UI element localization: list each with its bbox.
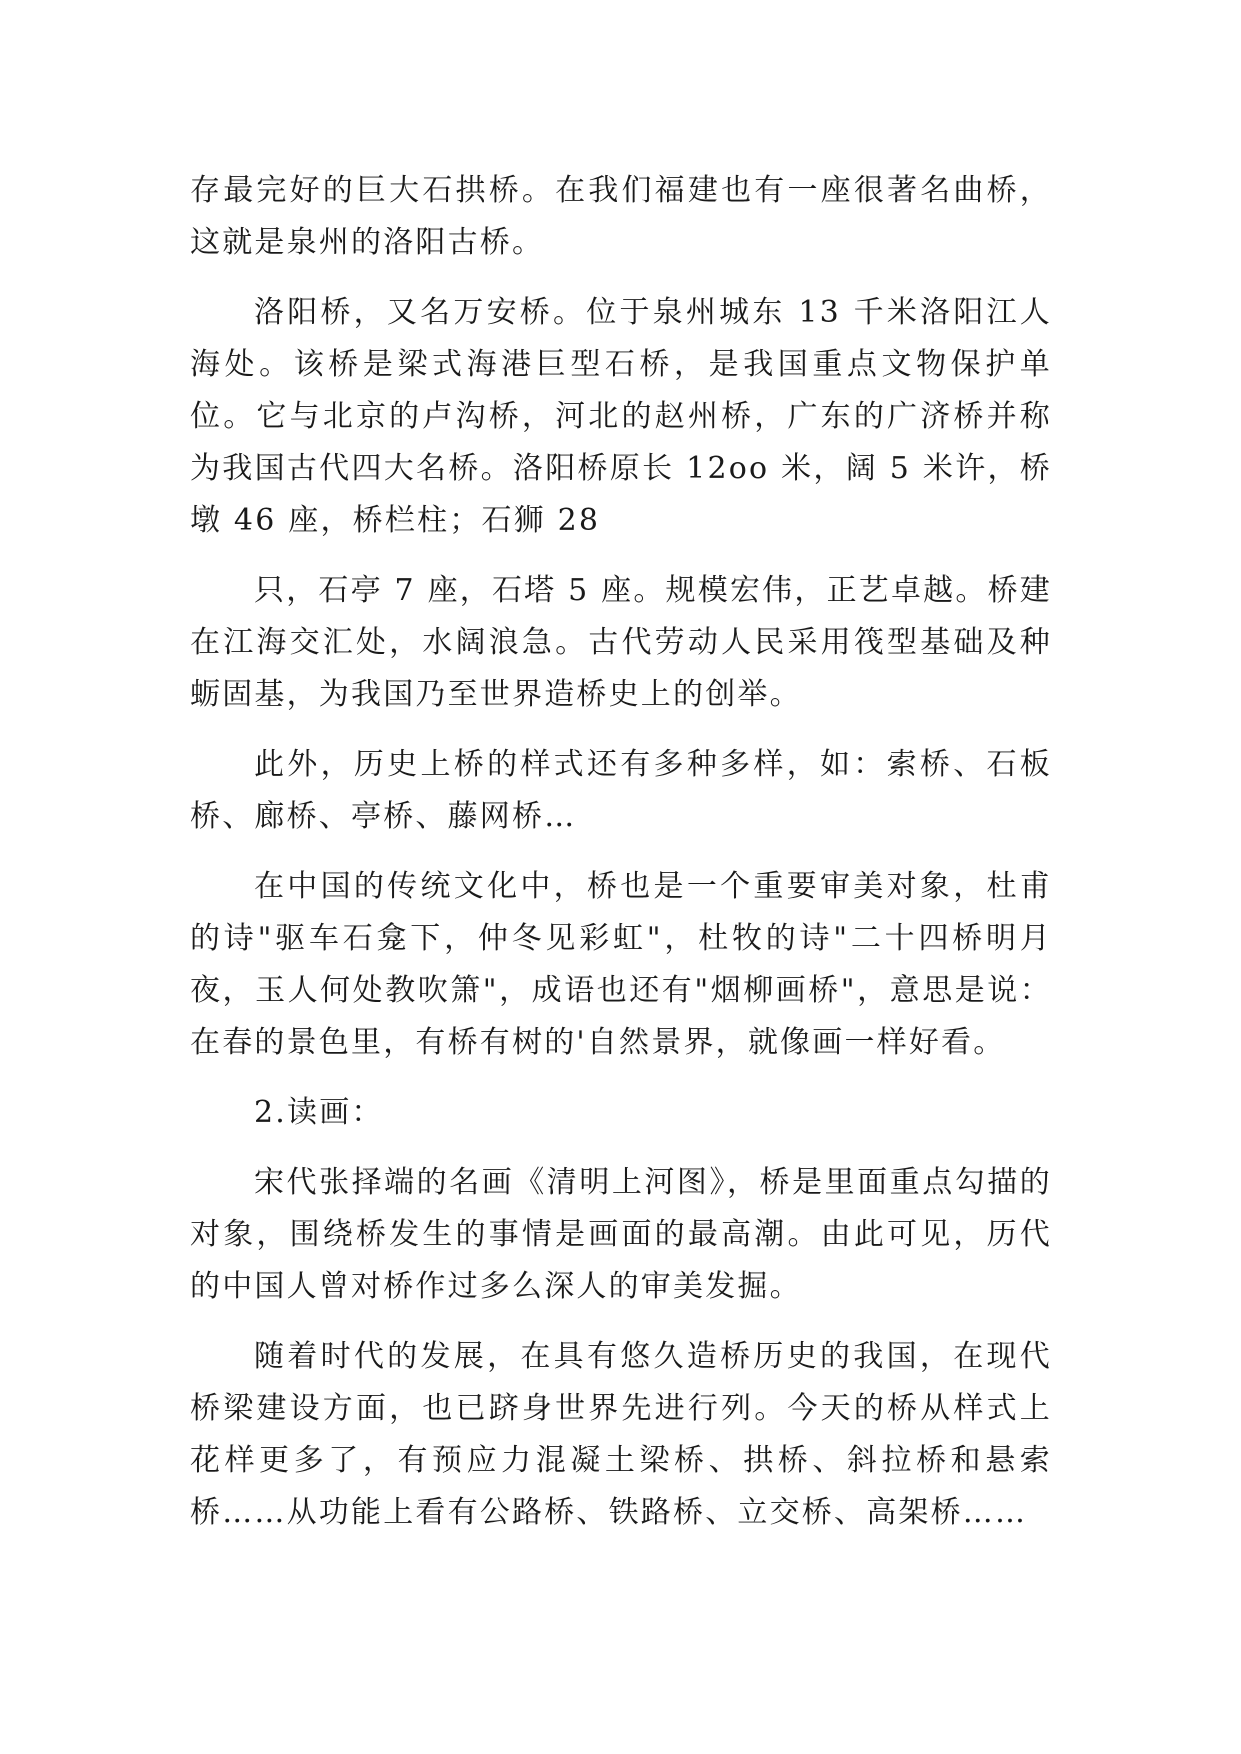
paragraph-7: 宋代张择端的名画《清明上河图》，桥是里面重点勾描的对象，围绕桥发生的事情是画面的最高潮。由此可见，历代的中国人曾对桥作过多么深人的审美发掘。 (190, 1165, 1052, 1304)
document-body (190, 165, 1052, 1557)
paragraph-5: 在中国的传统文化中，桥也是一个重要审美对象，杜甫的诗"驱车石龛下，仲冬见彩虹"，杜牧的诗"二十四桥明月夜，玉人何处教吹箫"，成语也还有"烟柳画桥"，意思是说：在春的景色里，有桥有树的'自然景界，就像画一样好看。 (190, 869, 1052, 1060)
section-heading-reading-painting: 2.读画： (254, 1095, 384, 1130)
paragraph-8: 随着时代的发展，在具有悠久造桥历史的我国，在现代桥梁建设方面，也已跻身世界先进行列。今天的桥从样式上花样更多了，有预应力混凝土梁桥、拱桥、斜拉桥和悬索桥……从功能上看有公路桥、铁路桥、立交桥、高架桥…… (190, 1339, 1052, 1530)
paragraph-2: 洛阳桥，又名万安桥。位于泉州城东 13 千米洛阳江人海处。该桥是梁式海港巨型石桥，是我国重点文物保护单位。它与北京的卢沟桥，河北的赵州桥，广东的广济桥并称为我国古代四大名桥。洛阳桥原长 12oo 米，阔 5 米许，桥墩 46 座，桥栏柱；石狮 28 (190, 295, 1052, 538)
paragraph-4: 此外，历史上桥的样式还有多种多样，如：索桥、石板桥、廊桥、亭桥、藤网桥… (190, 747, 1052, 834)
paragraph-1: 存最完好的巨大石拱桥。在我们福建也有一座很著名曲桥，这就是泉州的洛阳古桥。 (190, 173, 1052, 260)
paragraph-3: 只，石亭 7 座，石塔 5 座。规模宏伟，正艺卓越。桥建在江海交汇处，水阔浪急。古代劳动人民采用筏型基础及种蛎固基，为我国乃至世界造桥史上的创举。 (190, 573, 1052, 712)
